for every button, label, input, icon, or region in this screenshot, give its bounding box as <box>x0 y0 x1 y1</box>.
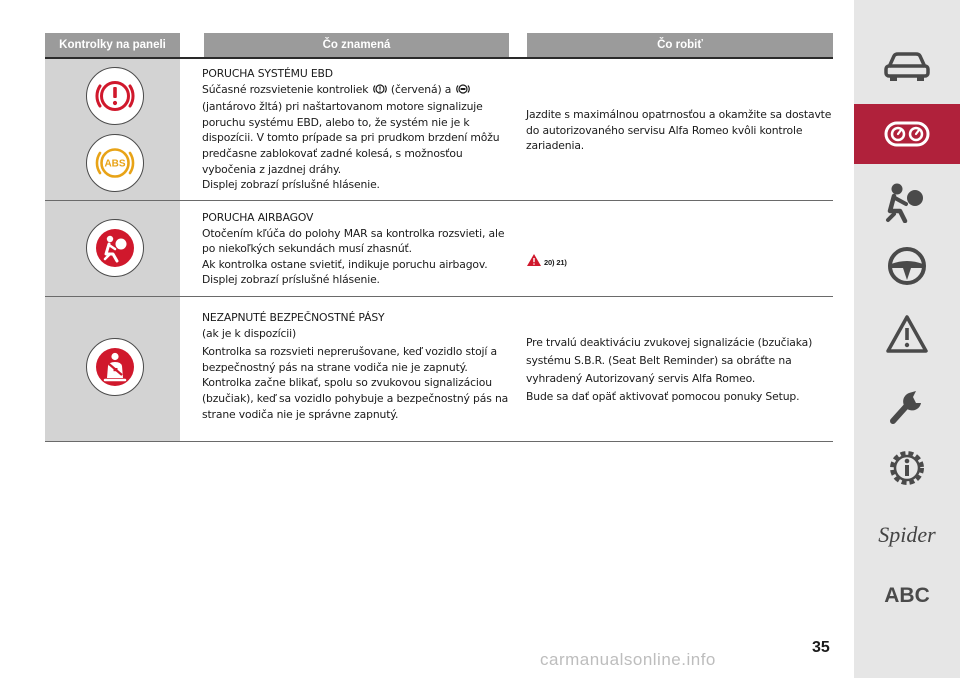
info-gear-icon <box>884 445 930 491</box>
warning-triangle-ref-icon <box>526 253 542 272</box>
header-indicators: Kontrolky na paneli <box>45 33 180 57</box>
airbag-warning-icon <box>86 219 144 277</box>
desc-line: dispozícii. V tomto prípade sa pri prudkom brzdení môžu <box>202 131 500 145</box>
action-line: systému S.B.R. (Seat Belt Reminder) sa obráťte na <box>526 354 792 367</box>
warning-lights-table <box>45 33 833 442</box>
dashboard-gauges-icon <box>883 119 931 149</box>
sidebar-item-safety[interactable] <box>854 176 960 228</box>
table-row <box>45 297 833 442</box>
spider-label: Spider <box>878 522 936 547</box>
desc-line: Kontrolka sa rozsvieti neprerušovane, keď vozidlo stojí a <box>202 345 497 359</box>
brake-inline-icon <box>373 83 387 100</box>
desc-line: Ak kontrolka ostane svietiť, indikuje poruchu airbagov. <box>202 257 488 271</box>
index-label: ABC <box>884 584 930 607</box>
sidebar-item-driving[interactable] <box>854 240 960 292</box>
action-line: Bude sa dať opäť aktivovať pomocou ponuky Setup. <box>526 390 800 403</box>
brake-warning-icon <box>86 67 144 125</box>
meaning-cell <box>202 210 514 288</box>
desc-line: vybočenia z jazdnej dráhy. <box>202 162 341 176</box>
table-row <box>45 201 833 297</box>
desc-line: po niekoľkých sekundách musí zhasnúť. <box>202 242 412 256</box>
action-line: Pre trvalú deaktiváciu zvukovej signalizácie (bzučiaka) <box>526 336 813 349</box>
passenger-safety-icon <box>884 181 930 223</box>
icon-cell <box>45 201 180 296</box>
action-cell <box>526 253 836 272</box>
desc-line: Displej zobrazí príslušné hlásenie. <box>202 273 380 287</box>
watermark: carmanualsonline.info <box>540 650 716 669</box>
wrench-icon <box>885 381 929 427</box>
header-action: Čo robiť <box>527 33 833 57</box>
icon-cell <box>45 59 180 200</box>
desc-line: Otočením kľúča do polohy MAR sa kontrolka rozsvieti, ale <box>202 226 505 240</box>
sidebar-item-maintenance[interactable] <box>854 376 960 432</box>
desc-line: predčasne zablokovať zadné kolesá, s možnosťou <box>202 146 463 160</box>
desc-line: strane vodiča nie je správne zapnutý. <box>202 407 399 421</box>
sidebar-item-index[interactable] <box>854 578 960 614</box>
meaning-cell <box>202 66 514 193</box>
svg-text:ABS: ABS <box>104 158 126 170</box>
desc-line: Displej zobrazí príslušné hlásenie. <box>202 178 380 192</box>
page-number: 35 <box>812 639 830 656</box>
warning-triangle-icon <box>885 313 929 355</box>
table-row <box>45 59 833 201</box>
sidebar-item-emergency[interactable] <box>854 308 960 360</box>
desc-line: (jantárovo žltá) pri naštartovanom motore signalizuje <box>202 100 483 114</box>
action-cell <box>526 334 836 406</box>
desc-line: Kontrolka začne blikať, spolu so zvukovou signalizáciou <box>202 376 492 390</box>
row-subtitle: (ak je k dispozícii) <box>202 326 297 340</box>
car-icon <box>883 49 931 83</box>
action-line: vyhradený Autorizovaný servis Alfa Romeo. <box>526 372 756 385</box>
desc-line: Súčasné rozsvietenie kontroliek (červená) a <box>202 82 514 100</box>
steering-wheel-icon <box>885 244 929 288</box>
action-cell <box>526 107 836 154</box>
abs-icon <box>86 134 144 192</box>
chapter-sidebar <box>854 0 960 678</box>
desc-line: poruchu systému EBD, alebo to, že systém nie je k <box>202 115 470 129</box>
row-title: NEZAPNUTÉ BEZPEČNOSTNÉ PÁSY <box>202 311 385 324</box>
action-line: Jazdite s maximálnou opatrnosťou a okamžite sa dostavte <box>526 108 832 121</box>
action-line: do autorizovaného servisu Alfa Romeo kvôli kontrole <box>526 123 803 137</box>
row-title: PORUCHA AIRBAGOV <box>202 211 314 224</box>
meaning-cell <box>202 310 514 422</box>
row-title: PORUCHA SYSTÉMU EBD <box>202 67 333 80</box>
desc-line: bezpečnostný pás na strane vodiča nie je zapnutý. <box>202 360 468 374</box>
action-line: zariadenia. <box>526 139 585 153</box>
sidebar-item-dashboard[interactable] <box>854 104 960 164</box>
sidebar-item-spider[interactable] <box>854 515 960 555</box>
header-meaning: Čo znamená <box>204 33 509 57</box>
sidebar-item-car[interactable] <box>854 40 960 92</box>
table-header <box>45 33 833 59</box>
sidebar-item-technical-data[interactable] <box>854 440 960 496</box>
seatbelt-warning-icon <box>86 338 144 396</box>
icon-cell <box>45 297 180 441</box>
abs-inline-icon <box>456 83 470 100</box>
reference-numbers: 20) 21) <box>544 257 567 267</box>
desc-line: (bzučiak), keď sa vozidlo pohybuje a bezpečnostný pás na <box>202 391 509 405</box>
